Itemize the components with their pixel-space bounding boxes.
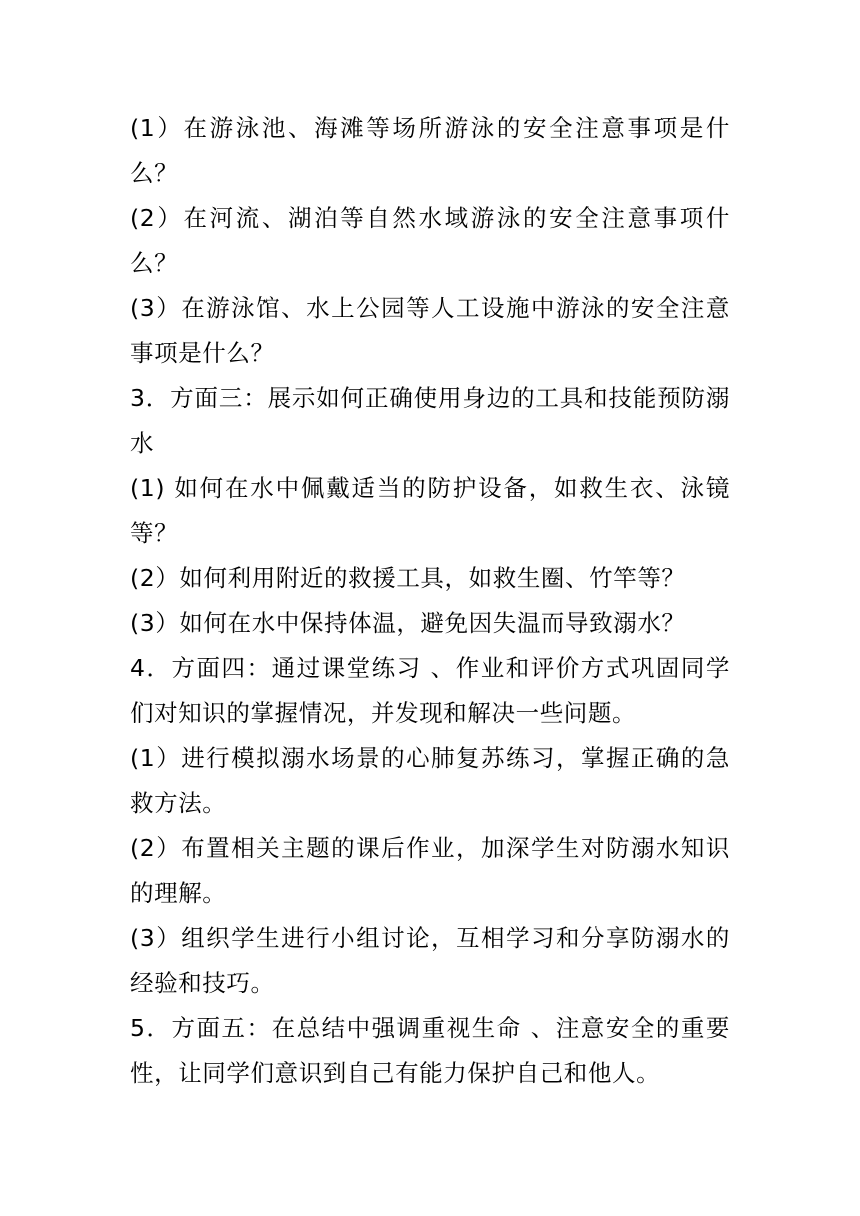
section-5-heading: 5．方面五：在总结中强调重视生命 、注意安全的重要性，让同学们意识到自己有能力保护自己和他人。 [130,1014,730,1087]
question-1-pool-safety: (1）在游泳池、海滩等场所游泳的安全注意事项是什么？ [130,114,730,187]
item-1-cpr-practice: (1）进行模拟溺水场景的心肺复苏练习，掌握正确的急救方法。 [130,744,730,817]
item-2-rescue-tools: (2）如何利用附近的救援工具，如救生圈、竹竿等？ [130,564,686,592]
item-3-group-discussion: (3）组织学生进行小组讨论，互相学习和分享防溺水的经验和技巧。 [130,924,730,997]
item-2-homework: (2）布置相关主题的课后作业，加深学生对防溺水知识的理解。 [130,834,730,907]
question-3-facility-safety: (3）在游泳馆、水上公园等人工设施中游泳的安全注意事项是什么？ [130,294,730,367]
item-3-body-temperature: (3）如何在水中保持体温，避免因失温而导致溺水？ [130,609,686,637]
section-3-heading: 3．方面三：展示如何正确使用身边的工具和技能预防溺水 [130,384,730,457]
question-2-natural-water-safety: (2）在河流、湖泊等自然水域游泳的安全注意事项什么？ [130,204,730,277]
item-1-protective-gear: (1) 如何在水中佩戴适当的防护设备，如救生衣、泳镜等？ [130,474,730,547]
section-4-heading: 4．方面四：通过课堂练习 、作业和评价方式巩固同学们对知识的掌握情况，并发现和解决一些问题。 [130,654,730,727]
document-body [130,106,730,1096]
